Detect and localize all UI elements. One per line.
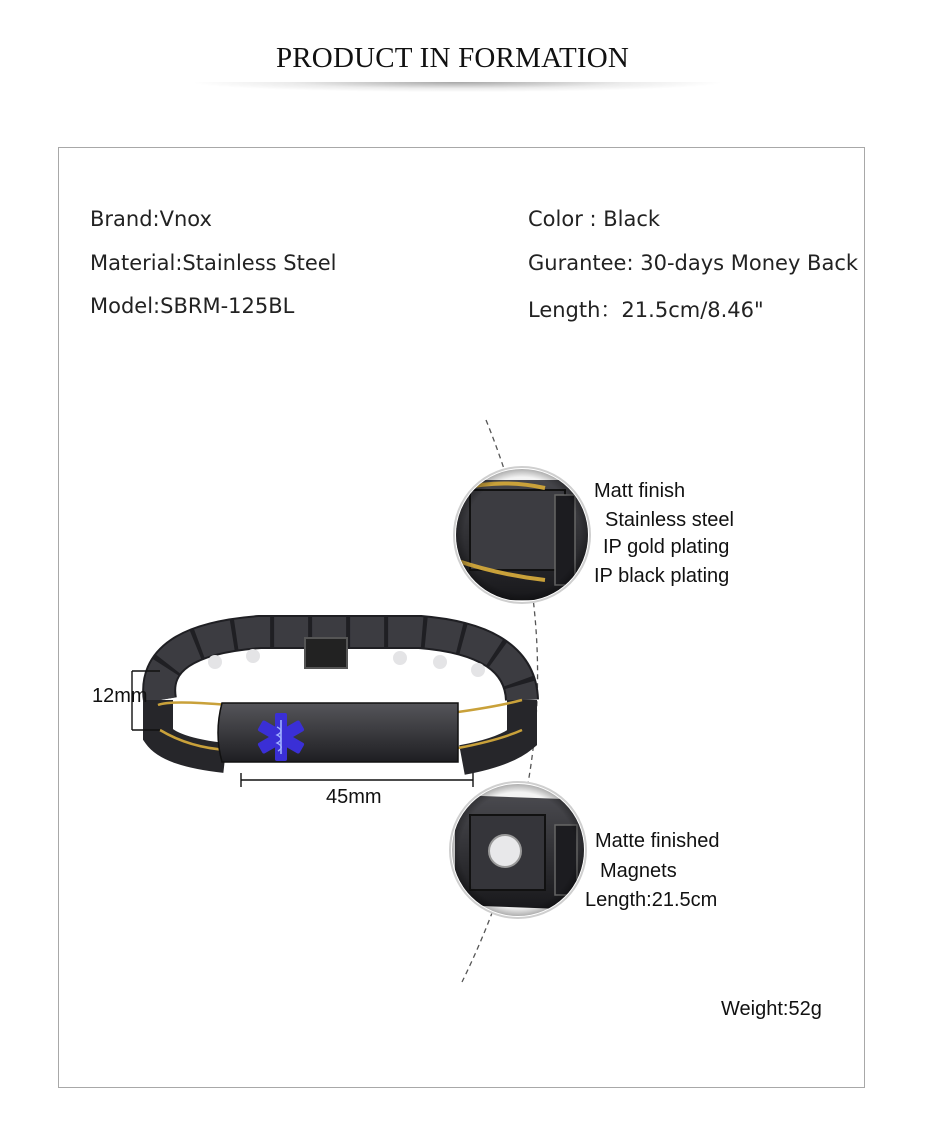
width-dimension: [241, 773, 473, 787]
callout-gold-plating: IP gold plating: [603, 536, 730, 558]
detail-lens-magnets: [450, 780, 590, 920]
callout-black-plating: IP black plating: [594, 565, 730, 587]
spec-guarantee: Gurantee: 30-days Money Back: [528, 251, 859, 275]
detail-lens-plating: [450, 465, 600, 605]
height-dimension-label: 12mm: [92, 685, 148, 707]
spec-length: Length：21.5cm/8.46": [528, 298, 764, 322]
spec-material: Material:Stainless Steel: [90, 251, 337, 275]
spec-brand: Brand:Vnox: [90, 207, 212, 231]
id-plate: [218, 703, 458, 762]
callout-length: Length:21.5cm: [585, 889, 718, 911]
callout-stainless-steel: Stainless steel: [605, 509, 734, 531]
spec-model: Model:SBRM-125BL: [90, 294, 295, 318]
width-dimension-label: 45mm: [326, 786, 382, 808]
page-title: PRODUCT IN FORMATION: [275, 42, 630, 74]
callout-magnets: Magnets: [600, 860, 677, 882]
spec-color: Color : Black: [528, 207, 661, 231]
weight-label: Weight:52g: [721, 998, 822, 1020]
callout-matte-finished: Matte finished: [595, 830, 720, 852]
callout-matt-finish: Matt finish: [594, 480, 686, 502]
